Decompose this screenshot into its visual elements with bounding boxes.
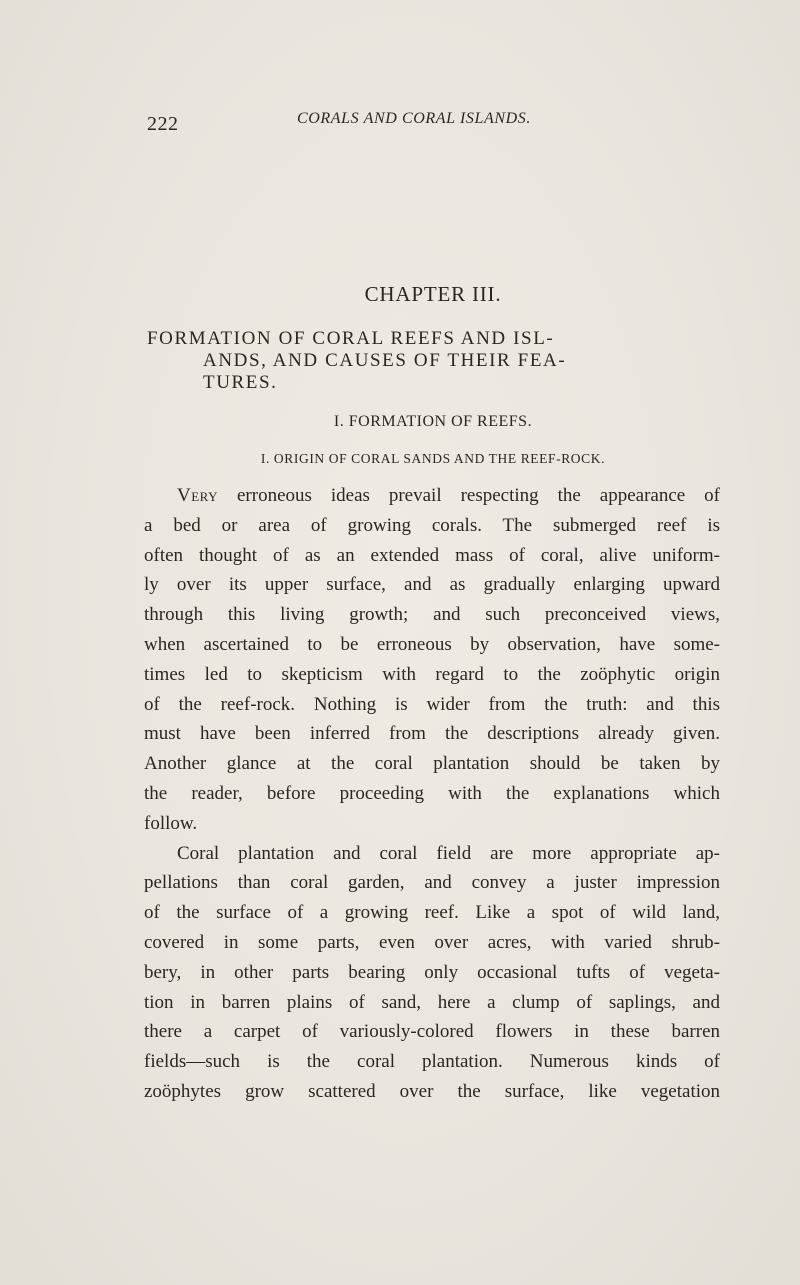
text-line: Coral plantation and coral field are more appropriate ap- bbox=[177, 842, 720, 864]
text-line: a bed or area of growing corals. The submerged reef is bbox=[144, 514, 720, 536]
text-line: Another glance at the coral plantation should be taken by bbox=[144, 753, 720, 775]
text-line: the reader, before proceeding with the explanations which bbox=[144, 782, 720, 804]
chapter-title bbox=[147, 328, 727, 394]
text-line: covered in some parts, even over acres, with varied shrub- bbox=[144, 931, 720, 953]
text-line: times led to skepticism with regard to the zoöphytic origin bbox=[144, 663, 720, 685]
text-line: zoöphytes grow scattered over the surface, like vegetation bbox=[144, 1080, 720, 1102]
page-number: 222 bbox=[147, 113, 179, 135]
text-line: must have been inferred from the descriptions already given. bbox=[144, 723, 720, 745]
chapter-title-line: ANDS, AND CAUSES OF THEIR FEA- bbox=[203, 350, 567, 371]
text-line: there a carpet of variously-colored flowers in these barren bbox=[144, 1021, 720, 1043]
running-title: CORALS AND CORAL ISLANDS. bbox=[297, 110, 531, 127]
section-heading: I. FORMATION OF REEFS. bbox=[333, 413, 533, 430]
chapter-number: CHAPTER III. bbox=[364, 282, 502, 306]
text-line-rest: erroneous ideas prevail respecting the appearance of bbox=[218, 485, 720, 506]
chapter-title-line: FORMATION OF CORAL REEFS AND ISL- bbox=[147, 328, 555, 349]
text-line: often thought of as an extended mass of coral, alive uniform- bbox=[144, 544, 720, 566]
text-line: pellations than coral garden, and convey a juster impression bbox=[144, 872, 720, 894]
text-line: when ascertained to be erroneous by observation, have some- bbox=[144, 633, 720, 655]
text-line: ly over its upper surface, and as gradually enlarging upward bbox=[144, 574, 720, 596]
text-line: of the surface of a growing reef. Like a spot of wild land, bbox=[144, 902, 720, 924]
text-line: bery, in other parts bearing only occasional tufts of vegeta- bbox=[144, 961, 720, 983]
text-line: of the reef-rock. Nothing is wider from the truth: and this bbox=[144, 693, 720, 715]
text-line: tion in barren plains of sand, here a clump of saplings, and bbox=[144, 991, 720, 1013]
text-line: follow. bbox=[144, 812, 198, 834]
text-line: through this living growth; and such preconceived views, bbox=[144, 604, 720, 626]
running-head bbox=[147, 108, 577, 138]
chapter-title-line: TURES. bbox=[203, 372, 278, 393]
lead-word: Very bbox=[177, 485, 219, 506]
subsection-heading: I. ORIGIN OF CORAL SANDS AND THE REEF-ROCK. bbox=[260, 451, 606, 466]
body-text bbox=[144, 481, 720, 1107]
text-line bbox=[144, 481, 720, 511]
text-line: fields—such is the coral plantation. Numerous kinds of bbox=[144, 1051, 720, 1073]
